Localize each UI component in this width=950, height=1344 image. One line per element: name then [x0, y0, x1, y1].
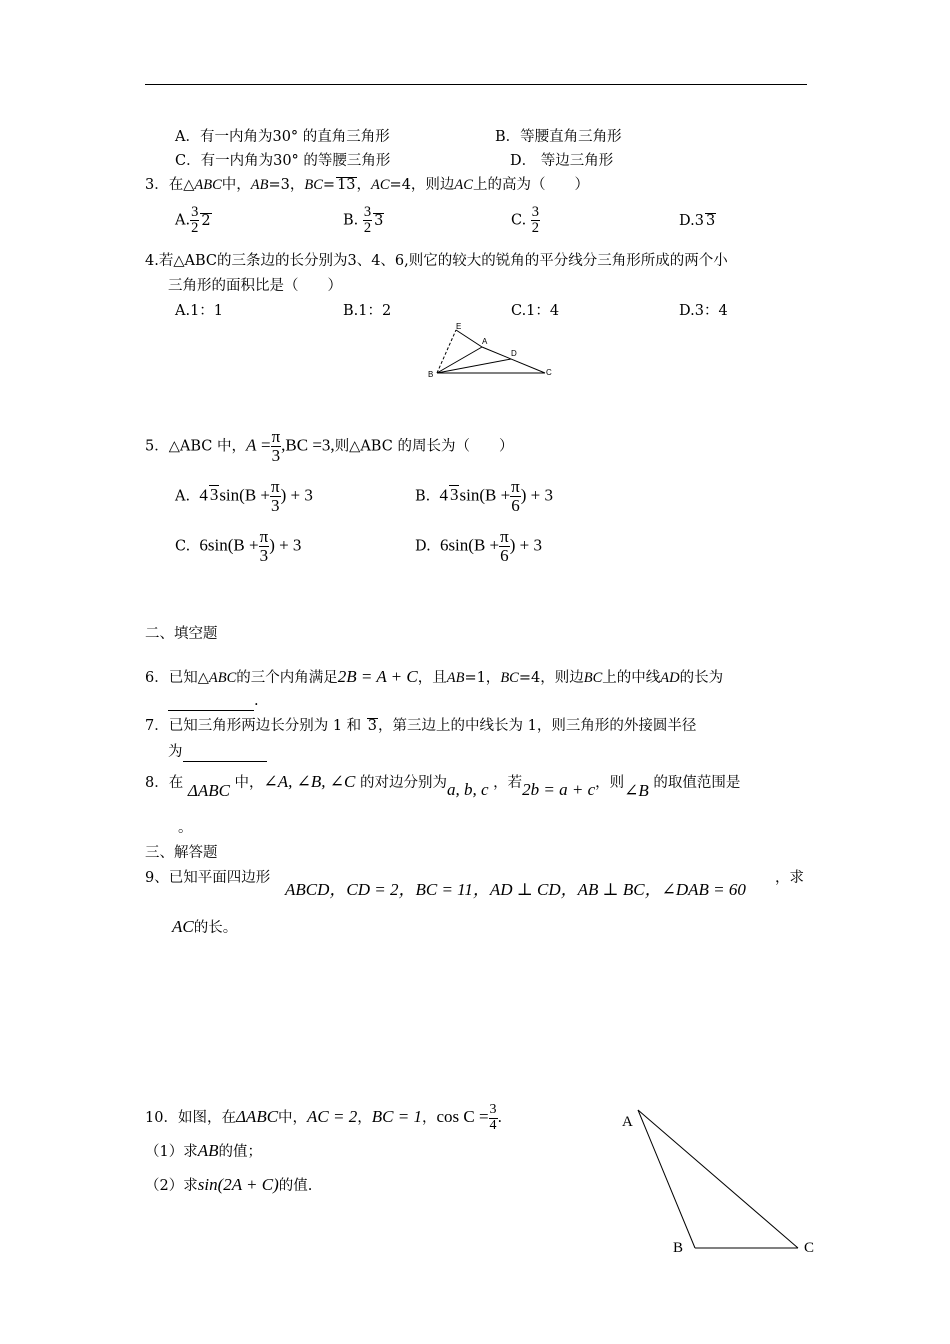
fig-vertex-a: A: [622, 1114, 633, 1130]
q4-figure: [425, 320, 565, 382]
q3-option-b: B. $\frac{3}{2}$ 3: [343, 204, 384, 237]
q2-option-d: D． 等边三角形: [510, 153, 614, 169]
q7-blank[interactable]: [183, 744, 267, 762]
fig-label-e: E: [456, 322, 462, 331]
q6-answer-line: .: [168, 693, 259, 711]
q4-option-a: A.1：1: [175, 303, 224, 319]
sqrt-13: 13: [337, 177, 356, 193]
fig-side-ac: [638, 1110, 798, 1248]
q5-option-b: B. 4 3sin(B + $\frac{\pi}{6}$ ) + 3: [415, 477, 554, 515]
q7-answer-line: 为: [168, 744, 267, 762]
fig-label-d: D: [511, 349, 517, 358]
fig-vertex-b: B: [673, 1240, 684, 1256]
q8-stem: 8．在 ΔABC 中，∠A, ∠B, ∠C 的对边分别为a, b, c ，若2b = a + c，则∠B 的取值范围是: [145, 772, 741, 800]
q3-option-a: A. $\frac{3}{2}$ 2: [175, 204, 211, 237]
q6-stem: 6．已知△ABC的三个内角满足2B = A + C，且AB=1，BC=4，则边BC上的中线AD的长为: [145, 667, 724, 686]
q9-conditions: ABCD，CD = 2，BC = 11，AD ⊥ CD，AB ⊥ BC，∠DAB = 60: [285, 880, 746, 899]
q9-ask: ，求: [775, 870, 804, 886]
q5-option-a: A. 4 3sin(B + $\frac{\pi}{3}$ ) + 3: [175, 477, 313, 515]
q2-option-b: B．等腰直角三角形: [495, 129, 622, 145]
q6-blank[interactable]: [168, 693, 254, 711]
q2-option-c: C．有一内角为30° 的等腰三角形: [175, 153, 391, 169]
section-solve: 三、解答题: [145, 845, 218, 861]
q3-option-c: C. $\frac{3}{2}$: [511, 204, 540, 237]
q9-target: AC的长。: [172, 917, 238, 936]
q3-stem: 3．在△ABC中，AB=3，BC= 13，AC=4，则边AC上的高为（ ）: [145, 177, 589, 193]
header-rule: [145, 84, 807, 85]
q8-end-mark: 。: [178, 820, 193, 836]
q5-option-c: C. 6sin(B + $\frac{\pi}{3}$ ) + 3: [175, 527, 302, 565]
q2-option-a: A．有一内角为30° 的直角三角形: [175, 129, 390, 145]
q5-stem: 5．△ABC 中，A = $\frac{\pi}{3}$ ,BC =3,则△ABC 的周长为（ ）: [145, 427, 514, 465]
q4-stem-line2: 三角形的面积比是（ ）: [168, 278, 342, 294]
fig-label-b: B: [428, 370, 434, 379]
fig-line-ea: [456, 330, 482, 347]
fig-label-c: C: [546, 368, 552, 377]
q10-part2: （2）求sin(2A + C)的值.: [145, 1175, 313, 1194]
section-fill-in: 二、填空题: [145, 626, 218, 642]
q4-stem-line1: 4.若△ABC的三条边的长分别为3、4、6,则它的较大的锐角的平分线分三角形所成的两个小: [145, 253, 728, 269]
fig-line-be-dashed: [437, 330, 456, 373]
fig-label-a: A: [482, 337, 488, 346]
q10-triangle-figure: [615, 1100, 825, 1265]
q4-option-d: D.3：4: [679, 303, 728, 319]
q9-stem: 9、已知平面四边形: [145, 870, 271, 886]
q3-option-d: D.3 3: [679, 213, 716, 229]
q7-stem: 7．已知三角形两边长分别为 1 和 3，第三边上的中线长为 1，则三角形的外接圆半径: [145, 718, 697, 734]
q4-option-c: C.1：4: [511, 303, 560, 319]
q4-option-b: B.1：2: [343, 303, 392, 319]
q10-stem: 10．如图，在ΔABC中，AC = 2，BC = 1，cos C = $\frac{3}{4}$ .: [145, 1102, 503, 1133]
fig-vertex-c: C: [804, 1240, 815, 1256]
q5-option-d: D. 6sin(B + $\frac{\pi}{6}$ ) + 3: [415, 527, 542, 565]
fig-line-bd: [437, 359, 511, 373]
q10-part1: （1）求AB的值；: [145, 1141, 263, 1160]
fig-side-ab: [638, 1110, 695, 1248]
